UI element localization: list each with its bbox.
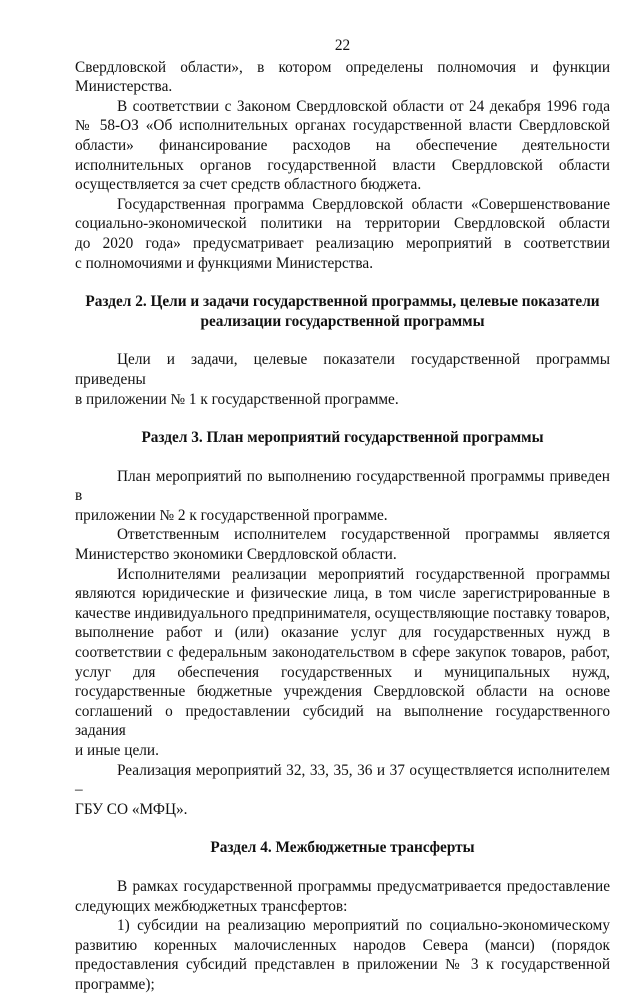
document-page — [75, 36, 610, 995]
paragraph — [75, 58, 610, 97]
text-line: исполнительных органов государственной власти Свердловской области — [75, 156, 610, 174]
section-heading — [75, 428, 610, 448]
text-line: Реализация мероприятий 32, 33, 35, 36 и 37 осуществляется исполнителем – — [75, 761, 610, 799]
text-line: и иные цели. — [75, 742, 159, 759]
document-body — [75, 58, 610, 995]
section-heading — [75, 292, 610, 331]
text-line: соответствии с федеральным законодательством в сфере закупок товаров, работ, — [75, 644, 610, 662]
text-line: до 2020 года» предусматривает реализацию мероприятий в соответствии — [75, 234, 610, 252]
paragraph — [75, 195, 610, 273]
section-heading — [75, 838, 610, 858]
text-line: Свердловской области», в котором определены полномочия и функции — [75, 58, 610, 76]
text-line: ГБУ СО «МФЦ». — [75, 800, 188, 818]
text-line: Министерство экономики Свердловской области. — [75, 546, 397, 564]
text-line: В рамках государственной программы предусматривается предоставление — [117, 877, 610, 895]
text-line: программе); — [75, 975, 155, 993]
text-line: качестве индивидуального предпринимателя, осуществляющие поставку товаров, — [75, 604, 610, 622]
heading-line: Раздел 3. План мероприятий государственной программы — [141, 429, 544, 447]
paragraph — [75, 350, 610, 409]
text-line: выполнение работ и (или) оказание услуг для государственных нужд в — [75, 624, 610, 642]
text-line: области» финансирование расходов на обеспечение деятельности — [75, 136, 610, 154]
text-line: соглашений о предоставлении субсидий на выполнение государственного задания — [75, 702, 610, 740]
text-line: План мероприятий по выполнению государственной программы приведен в — [75, 467, 610, 505]
heading-line: реализации государственной программы — [200, 312, 485, 330]
paragraph — [75, 525, 610, 564]
text-line: 1) субсидии на реализацию мероприятий по социально-экономическому — [117, 917, 610, 935]
text-line: Цели и задачи, целевые показатели государственной программы приведены — [75, 351, 610, 388]
text-line: приложении № 2 к государственной программе. — [75, 506, 388, 524]
text-line: следующих межбюджетных трансфертов: — [75, 897, 348, 915]
text-line: являются юридические и физические лица, в том числе зарегистрированные в — [75, 585, 610, 603]
text-line: предоставления субсидий представлен в приложении № 3 к государственной — [75, 956, 610, 974]
text-line: Исполнителями реализации мероприятий государственной программы — [117, 565, 610, 583]
paragraph — [75, 467, 610, 526]
heading-line: Раздел 4. Межбюджетные трансферты — [210, 839, 475, 857]
paragraph — [75, 565, 610, 761]
text-line: государственные бюджетные учреждения Свердловской области на основе — [75, 683, 610, 701]
text-line: с полномочиями и функциями Министерства. — [75, 254, 374, 272]
paragraph — [75, 97, 610, 195]
paragraph — [75, 877, 610, 916]
page-number: 22 — [334, 37, 351, 54]
heading-line: Раздел 2. Цели и задачи государственной программы, целевые показатели — [85, 293, 600, 311]
text-line: Ответственным исполнителем государственной программы является — [117, 526, 610, 544]
paragraph — [75, 761, 610, 820]
text-line: В соответствии с Законом Свердловской области от 24 декабря 1996 года — [117, 97, 610, 115]
text-line: Министерства. — [75, 78, 173, 96]
text-line: социально-экономической политики на территории Свердловской области — [75, 215, 610, 233]
text-line: осуществляется за счет средств областного бюджета. — [75, 176, 422, 194]
text-line: в приложении № 1 к государственной программе. — [75, 390, 399, 408]
paragraph — [75, 916, 610, 994]
text-line: развитию коренных малочисленных народов Севера (манси) (порядок — [75, 936, 610, 954]
text-line: № 58-ОЗ «Об исполнительных органах государственной власти Свердловской — [75, 117, 610, 135]
text-line: Государственная программа Свердловской области «Совершенствование — [117, 195, 610, 213]
text-line: услуг для обеспечения государственных и муниципальных нужд, — [75, 663, 610, 681]
